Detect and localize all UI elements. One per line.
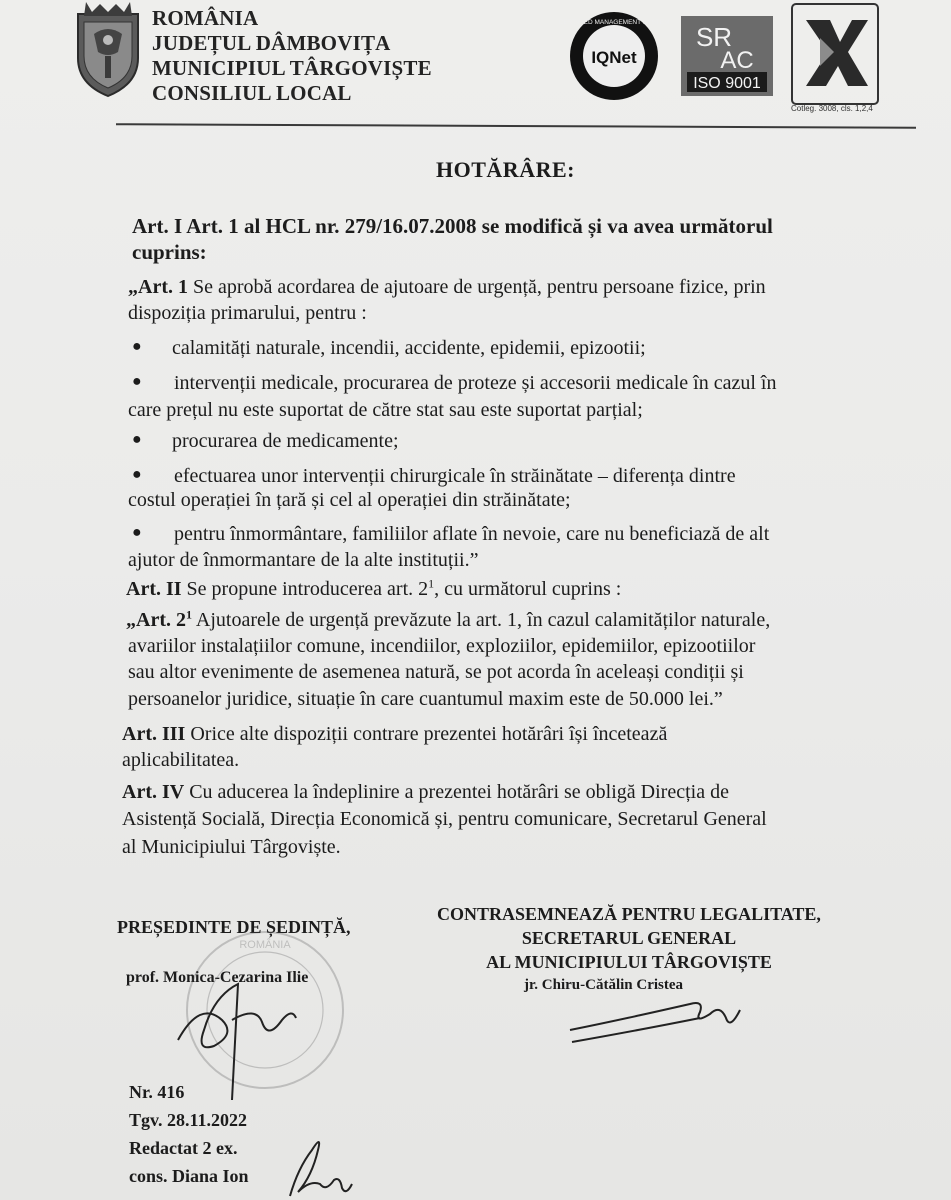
art4-line3: al Municipiului Târgoviște. — [122, 836, 341, 858]
bullet-dot-3: ● — [132, 431, 142, 448]
art2-quote-line3: sau altor evenimente de asemenea natură, se pot acorda în aceleași condiții și — [128, 661, 744, 683]
bullet-dot-1: ● — [132, 338, 142, 355]
art3-line2: aplicabilitatea. — [122, 749, 240, 771]
bullet-dot-4: ● — [132, 466, 142, 483]
art1-intro-line2: dispoziția primarului, pentru : — [128, 302, 367, 324]
secretary-name: jr. Chiru-Cătălin Cristea — [524, 977, 684, 993]
secretary-title-line1: CONTRASEMNEAZĂ PENTRU LEGALITATE, — [437, 904, 821, 924]
art2-quote-line2: avariilor instalațiilor comune, incendiilor, exploziilor, epidemiilor, epizootiilor — [128, 635, 756, 657]
official-stamp — [187, 932, 343, 1088]
certification-note: Cotleg. 3008, cls. 1,2,4 — [791, 104, 873, 113]
art2-quote-text1: Ajutoarele de urgență prevăzute la art. 1, în cazul calamităților naturale, — [191, 609, 771, 631]
header-line-municipality: MUNICIPIUL TÂRGOVIȘTE — [152, 56, 432, 80]
iqnet-certification-logo — [558, 8, 670, 104]
chair-name: prof. Monica-Cezarina Ilie — [126, 969, 309, 986]
coat-of-arms-icon — [72, 0, 144, 98]
decision-date: Tgv. 28.11.2022 — [129, 1110, 248, 1130]
art4-text1: Cu aducerea la îndeplinire a prezentei hotărâri se obligă Direcția de — [184, 781, 729, 803]
srac-logo-bottom: ISO 9001 — [693, 75, 761, 92]
bullet-item-5: pentru înmormântare, familiilor aflate în nevoie, care nu beneficiază de alt — [174, 523, 770, 545]
document-footer — [129, 1078, 249, 1190]
document-title: HOTĂRÂRE: — [436, 157, 575, 182]
iqnet-ring-text: CERTIFIED MANAGEMENT SYSTEM — [558, 19, 670, 26]
bullet-dot-5: ● — [132, 524, 142, 541]
bullet-item-5-cont: ajutor de înmormantare de la alte instituții.” — [128, 549, 479, 571]
header-line-county: JUDEȚUL DÂMBOVIȚA — [152, 31, 391, 55]
bullet-item-1: calamități naturale, incendii, accidente, epidemii, epizootii; — [172, 337, 646, 359]
art2-quote-line1 — [126, 608, 866, 632]
chair-title: PREȘEDINTE DE ȘEDINȚĂ, — [117, 917, 351, 937]
art1-heading-line1: Art. I Art. 1 al HCL nr. 279/16.07.2008 se modifică și va avea următorul — [132, 214, 773, 238]
header-line-council: CONSILIUL LOCAL — [152, 81, 352, 105]
srac-iso-logo — [681, 16, 773, 96]
iqnet-logo-text: IQNet — [591, 48, 637, 67]
art2-intro — [126, 577, 848, 601]
art2-quote-label: „Art. $2^1$ — [126, 607, 192, 631]
issuer-header — [152, 6, 432, 106]
bullet-item-2: intervenții medicale, procurarea de proteze și accesorii medicale în cazul în — [174, 372, 777, 394]
art2-label: Art. II — [126, 578, 182, 600]
art2-superscript: 1 — [428, 576, 435, 591]
art2-text-b: , cu următorul cuprins : — [434, 578, 622, 600]
srac-logo-top: SR — [695, 22, 733, 52]
art2-text-a: Se propune introducerea art. 2 — [181, 578, 429, 600]
bullet-item-4-cont: costul operației în țară și cel al operației din străinătate; — [128, 489, 571, 511]
art4-line1 — [122, 780, 864, 804]
decision-number: Nr. 416 — [129, 1082, 185, 1102]
bullet-item-3: procurarea de medicamente; — [172, 430, 399, 452]
author-signature — [290, 1142, 352, 1196]
art3-text1: Orice alte dispoziții contrare prezentei hotărâri își încetează — [185, 723, 668, 745]
bullet-dot-2: ● — [132, 373, 142, 390]
secretary-signature — [570, 1003, 740, 1042]
art4-line2: Asistență Socială, Direcția Economică și, pentru comunicare, Secretarul General — [122, 808, 767, 830]
art1-heading-line2: cuprins: — [132, 240, 207, 264]
secretary-title-line2: SECRETARUL GENERAL — [521, 928, 737, 948]
author-name: cons. Diana Ion — [129, 1166, 249, 1186]
header-line-country: ROMÂNIA — [152, 6, 259, 30]
stamp-text: ROMÂNIA — [239, 939, 291, 951]
bullet-item-2-cont: care prețul nu este suportat de către stat sau este suportat parțial; — [128, 399, 643, 421]
art1-quote-label: „Art. 1 — [128, 276, 188, 298]
art3-label: Art. III — [122, 723, 186, 745]
art2-quote-line4: persoanelor juridice, situație în care cuantumul maxim este de 50.000 lei.” — [128, 688, 723, 710]
art1-intro — [128, 275, 844, 299]
certification-mark-logo — [790, 2, 880, 106]
art4-label: Art. IV — [122, 781, 185, 803]
srac-logo-mid: AC — [720, 47, 754, 74]
secretary-title-line3: AL MUNICIPIULUI TÂRGOVIȘTE — [486, 952, 772, 972]
art1-intro-text: Se aprobă acordarea de ajutoare de urgență, pentru persoane fizice, prin — [187, 276, 766, 298]
header-divider — [116, 123, 916, 128]
art3-line1 — [122, 722, 864, 746]
copies-note: Redactat 2 ex. — [129, 1138, 238, 1158]
bullet-item-4: efectuarea unor intervenții chirurgicale în străinătate – diferența dintre — [174, 465, 736, 487]
secretary-title — [424, 902, 834, 974]
